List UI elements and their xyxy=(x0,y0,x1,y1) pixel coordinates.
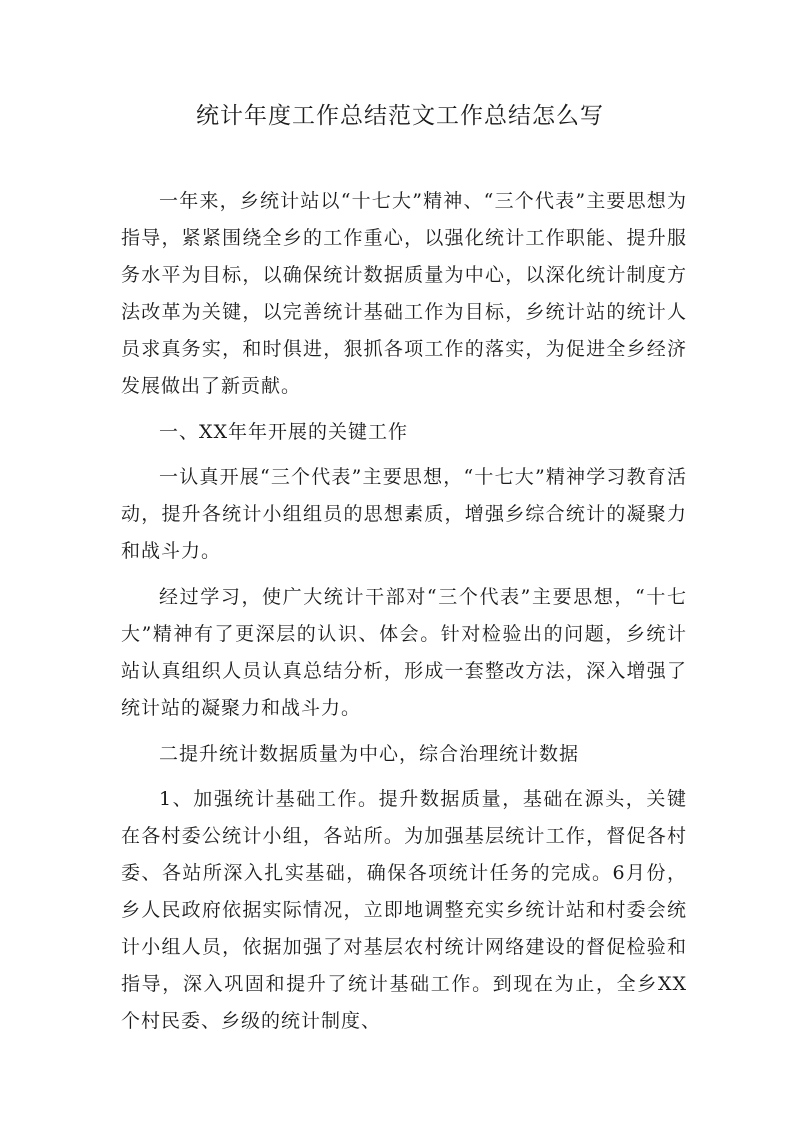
section-heading-1: 一、XX年年开展的关键工作 xyxy=(159,421,409,443)
paragraph-intro: 一年来，乡统计站以“十七大”精神、“三个代表”主要思想为指导，紧紧围绕全乡的工作重心，以强化统计工作职能、提升服务水平为目标，以确保统计数据质量为中心，以深化统计制度方法改革为关键，以完善统计基础工作为目标，乡统计站的统计人员求真务实，和时俱进，狠抓各项工作的落实，为促进全乡经济发展做出了新贡献。 xyxy=(121,190,687,397)
paragraph-study-activity: 一认真开展“三个代表”主要思想，“十七大”精神学习教育活动，提升各统计小组组员的思想素质，增强乡综合统计的凝聚力和战斗力。 xyxy=(121,466,687,562)
document-body xyxy=(121,183,687,1049)
section-heading-2: 二提升统计数据质量为中心，综合治理统计数据 xyxy=(159,743,580,765)
document-title: 统计年度工作总结范文工作总结怎么写 xyxy=(196,103,604,129)
paragraph-statistics-foundation: 1、加强统计基础工作。提升数据质量，基础在源头，关键在各村委公统计小组，各站所。为加强基层统计工作，督促各村委、各站所深入扎实基础，确保各项统计任务的完成。6月份，乡人民政府依据实际情况，立即地调整充实乡统计站和村委会统计小组人员，依据加强了对基层农村统计网络建设的督促检验和指导，深入巩固和提升了统计基础工作。到现在为止，全乡XX个村民委、乡级的统计制度、 xyxy=(121,788,687,1032)
paragraph-study-result: 经过学习，使广大统计干部对“三个代表”主要思想，“十七大”精神有了更深层的认识、体会。针对检验出的问题，乡统计站认真组织人员认真总结分析，形成一套整改方法，深入增强了统计站的凝聚力和战斗力。 xyxy=(121,586,687,719)
